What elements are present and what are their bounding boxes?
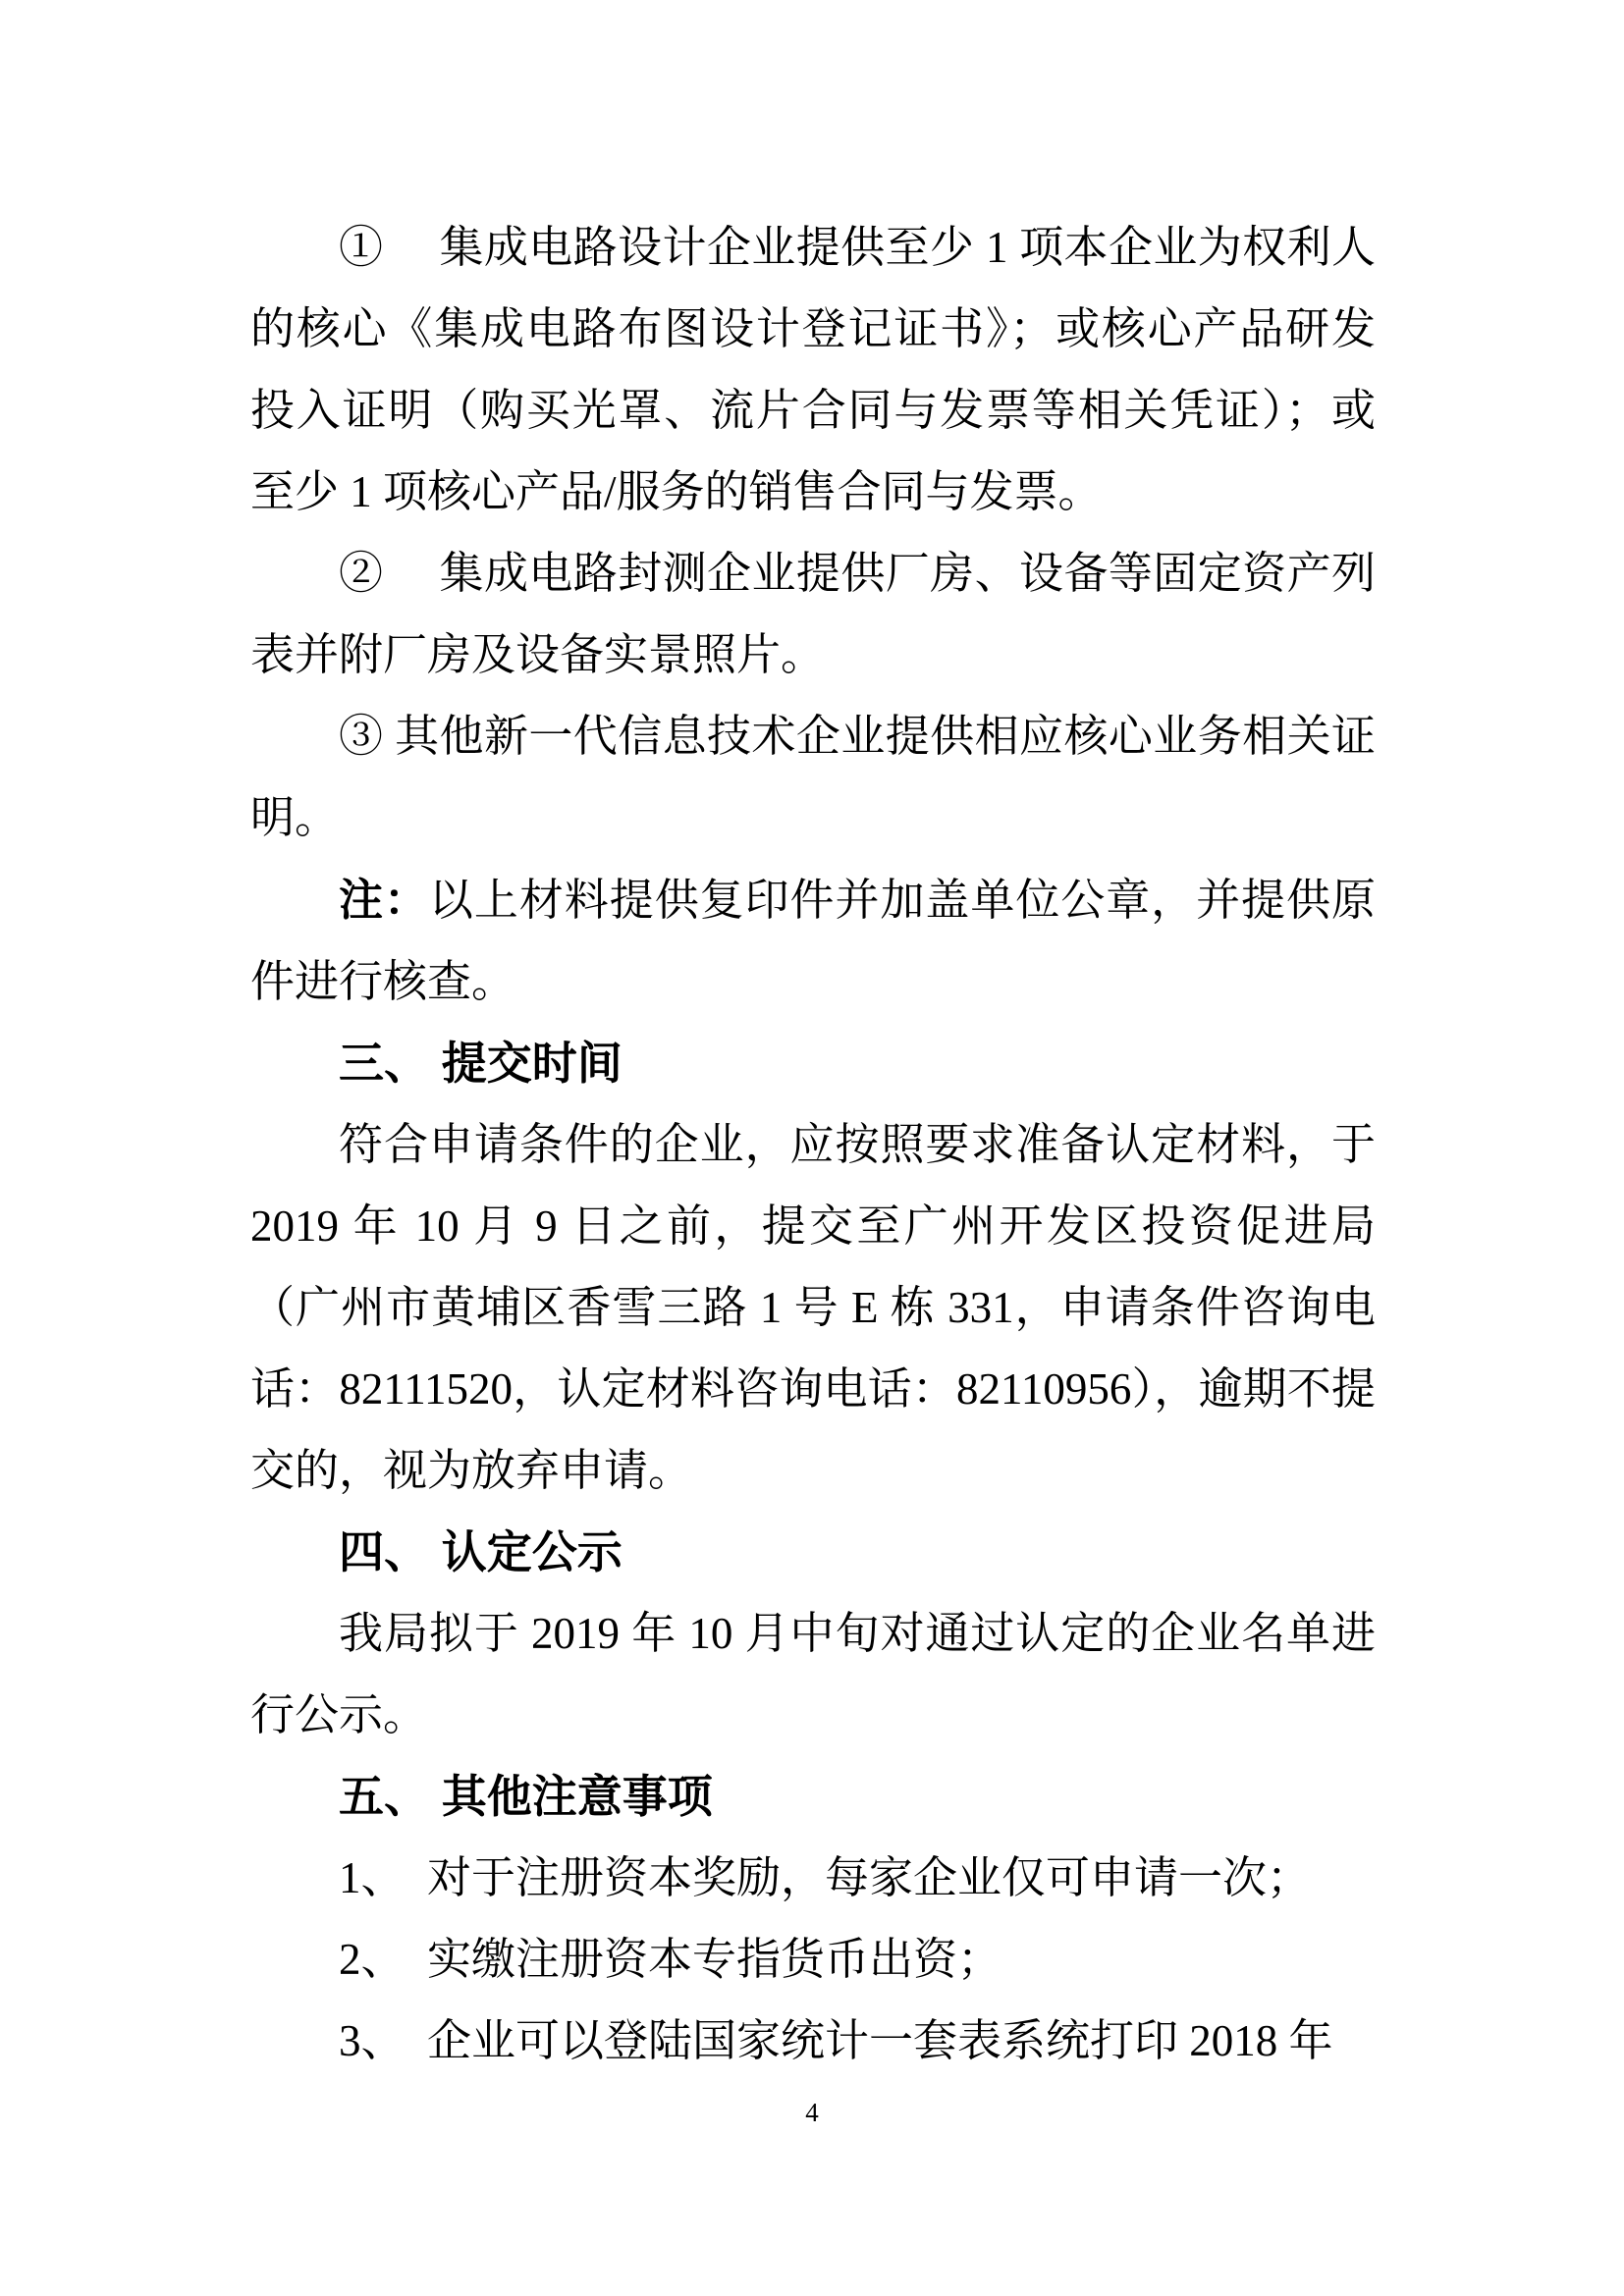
list-item-2: 2、 实缴注册资本专指货币出资； [339, 1935, 1002, 1984]
paragraph-note [250, 859, 1376, 1023]
section-heading-5-other-notes: 五、 其他注意事项 [339, 1771, 713, 1822]
section-heading-4-publicity: 四、 认定公示 [339, 1526, 623, 1577]
list-item-3: 3、 企业可以登陆国家统计一套表系统打印 2018 年 [339, 2016, 1333, 2065]
page-number: 4 [805, 2098, 819, 2127]
paragraph-circled-3: ③ 其他新一代信息技术企业提供相应核心业务相关证明。 [250, 712, 1376, 842]
paragraph-publicity-details: 我局拟于 2019 年 10 月中旬对通过认定的企业名单进行公示。 [250, 1609, 1376, 1739]
note-label: 注： [339, 875, 429, 925]
paragraph-circled-1: ① 集成电路设计企业提供至少 1 项本企业为权利人的核心《集成电路布图设计登记证书》；或核心产品研发投入证明（购买光罩、流片合同与发票等相关凭证）；或至少 1 项核心产品/服务的销售合同与发票。 [250, 223, 1376, 516]
document-body [250, 207, 1376, 2082]
list-item-1: 1、 对于注册资本奖励，每家企业仅可申请一次； [339, 1853, 1312, 1902]
paragraph-submission-details: 符合申请条件的企业，应按照要求准备认定材料，于 2019 年 10 月 9 日之前，提交至广州开发区投资促进局（广州市黄埔区香雪三路 1 号 E 栋 331，申请条件咨询电话：82111520，认定材料咨询电话：82110956），逾期不提交的，视为放弃申请。 [250, 1120, 1376, 1495]
section-heading-3-submission-time: 三、 提交时间 [339, 1038, 623, 1089]
paragraph-circled-2: ② 集成电路封测企业提供厂房、设备等固定资产列表并附厂房及设备实景照片。 [250, 549, 1376, 679]
note-text: 以上材料提供复印件并加盖单位公章，并提供原件进行核查。 [250, 876, 1376, 1006]
